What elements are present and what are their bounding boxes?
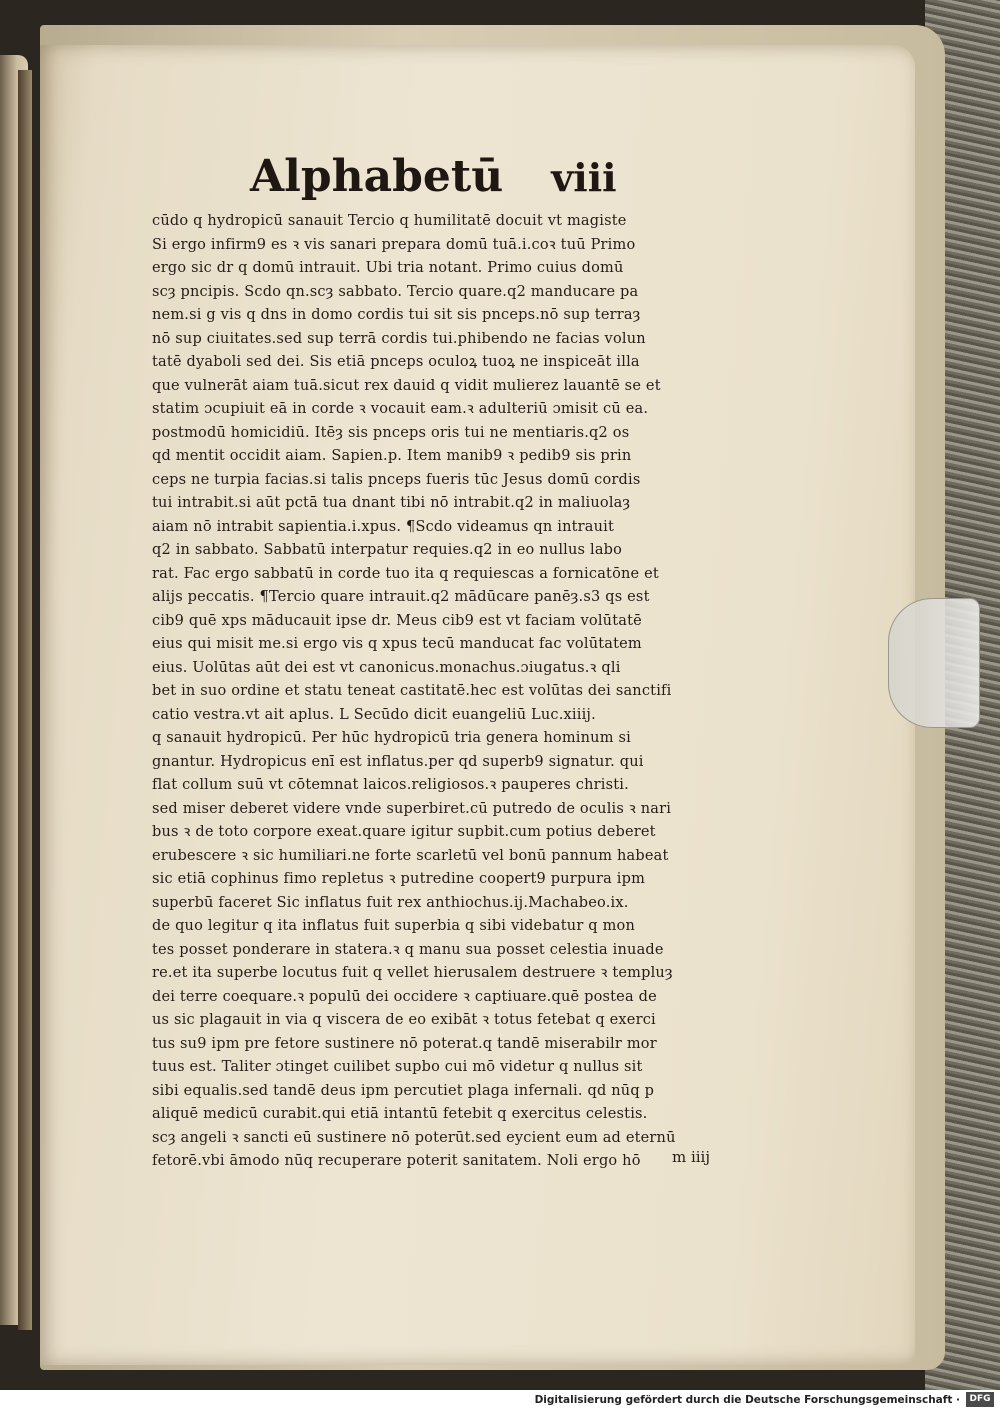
text-line: nō sup ciuitates.sed sup terrā cordis tui.phibendo ne facias volun	[152, 330, 646, 347]
text-line: tui intrabit.si aūt pctā tua dnant tibi nō intrabit.q2 in maliuolaȝ	[152, 495, 631, 511]
text-line: sibi equalis.sed tandē deus ipm percutiet plaga infernali. qd nūq p	[152, 1082, 655, 1099]
text-line: bet in suo ordine et statu teneat castitatē.hec est volūtas dei sanctifi	[152, 683, 672, 699]
page-clip	[888, 598, 980, 728]
text-line: bus ꝛ de toto corpore exeat.quare igitur supbit.cum potius deberet	[152, 824, 656, 840]
text-line: scȝ angeli ꝛ sancti eū sustinere nō poterūt.sed eycient eum ad eternū	[152, 1129, 676, 1146]
text-line: nem.si g vis q dns in domo cordis tui sit sis pnceps.nō sup terraȝ	[152, 307, 641, 323]
text-line: superbū faceret Sic inflatus fuit rex anthiochus.ij.Machabeo.ix.	[152, 894, 629, 911]
footer-credit: Digitalisierung gefördert durch die Deutsche Forschungsgemeinschaft ·	[534, 1394, 960, 1406]
text-line: de quo legitur q ita inflatus fuit superbia q sibi videbatur q mon	[152, 918, 635, 934]
text-line: alijs peccatis. ¶Tercio quare intrauit.q2 mādūcare panēȝ.s3 qs est	[152, 589, 650, 605]
footer-bar	[0, 1390, 1000, 1410]
text-line: statim ɔcupiuit eā in corde ꝛ vocauit eam.ꝛ adulteriū ɔmisit cū ea.	[152, 401, 649, 417]
text-line: us sic plagauit in via q viscera de eo exibāt ꝛ totus fetebat q exerci	[152, 1012, 656, 1028]
text-line: cib9 quē xps māducauit ipse dr. Meus cib9 est vt faciam volūtatē	[152, 612, 642, 629]
text-line: flat collum suū vt cōtemnat laicos.religiosos.ꝛ pauperes christi.	[152, 777, 629, 793]
text-line: que vulnerāt aiam tuā.sicut rex dauid q vidit mulierez lauantē se et	[152, 377, 661, 394]
text-line: q sanauit hydropicū. Per hūc hydropicū tria genera hominum si	[152, 730, 631, 746]
dfg-logo-icon: DFG	[966, 1392, 994, 1407]
text-line: ergo sic dr q domū intrauit. Ubi tria notant. Primo cuius domū	[152, 260, 624, 276]
text-line: tus su9 ipm pre fetore sustinere nō poterat.q tandē miserabilr mor	[152, 1035, 657, 1052]
text-line: Si ergo infirm9 es ꝛ vis sanari prepara domū tuā.i.coꝛ tuū Primo	[152, 236, 636, 253]
text-line: sic etiā cophinus fimo repletus ꝛ putredine coopert9 purpura ipm	[152, 871, 646, 887]
heading-number: viii	[551, 155, 617, 200]
text-line: tes posset ponderare in statera.ꝛ q manu sua posset celestia inuade	[152, 941, 664, 958]
text-line: q2 in sabbato. Sabbatū interpatur requies.q2 in eo nullus labo	[152, 542, 623, 558]
text-line: cūdo q hydropicū sanauit Tercio q humilitatē docuit vt magiste	[152, 213, 627, 229]
text-line: tatē dyaboli sed dei. Sis etiā pnceps oculoꝝ tuoꝝ ne inspiceāt illa	[152, 354, 640, 370]
text-line: aliquē medicū curabit.qui etiā intantū fetebit q exercitus celestis.	[152, 1106, 648, 1122]
text-line: aiam nō intrabit sapientia.i.xpus. ¶Scdo videamus qn intrauit	[152, 518, 615, 535]
text-line: rat. Fac ergo sabbatū in corde tuo ita q requiescas a fornicatōne et	[152, 565, 659, 582]
text-line: catio vestra.vt ait aplus. L Secūdo dicit euangeliū Luc.xiiij.	[152, 706, 596, 723]
page-heading	[250, 142, 617, 202]
text-line: qd mentit occidit aiam. Sapien.p. Item manib9 ꝛ pedib9 sis prin	[152, 448, 632, 464]
text-line: eius qui misit me.si ergo vis q xpus tecū manducat fac volūtatem	[152, 636, 642, 652]
text-line: dei terre coequare.ꝛ populū dei occidere ꝛ captiuare.quē postea de	[152, 988, 657, 1005]
book-gutter	[18, 70, 32, 1330]
heading-word: Alphabetū	[250, 151, 504, 202]
text-line: fetorē.vbi āmodo nūq recuperare poterit sanitatem. Noli ergo hō	[152, 1153, 641, 1169]
text-line: scȝ pncipis. Scdo qn.scȝ sabbato. Tercio quare.q2 manducare pa	[152, 283, 639, 300]
text-line: erubescere ꝛ sic humiliari.ne forte scarletū vel bonū pannum habeat	[152, 847, 669, 864]
text-line: postmodū homicidiū. Itēȝ sis pnceps oris tui ne mentiaris.q2 os	[152, 424, 630, 441]
catchword: m iiij	[671, 1148, 710, 1166]
text-line: gnantur. Hydropicus enī est inflatus.per qd superb9 signatur. qui	[152, 753, 644, 770]
text-line: re.et ita superbe locutus fuit q vellet hierusalem destruere ꝛ templuȝ	[152, 965, 673, 981]
text-line: ceps ne turpia facias.si talis pnceps fueris tūc Jesus domū cordis	[152, 471, 641, 488]
text-line: sed miser deberet videre vnde superbiret.cū putredo de oculis ꝛ nari	[152, 800, 672, 817]
text-line: tuus est. Taliter ɔtinget cuilibet supbo cui mō videtur q nullus sit	[152, 1059, 643, 1075]
text-line: eius. Uolūtas aūt dei est vt canonicus.monachus.ɔiugatus.ꝛ qli	[152, 659, 621, 676]
